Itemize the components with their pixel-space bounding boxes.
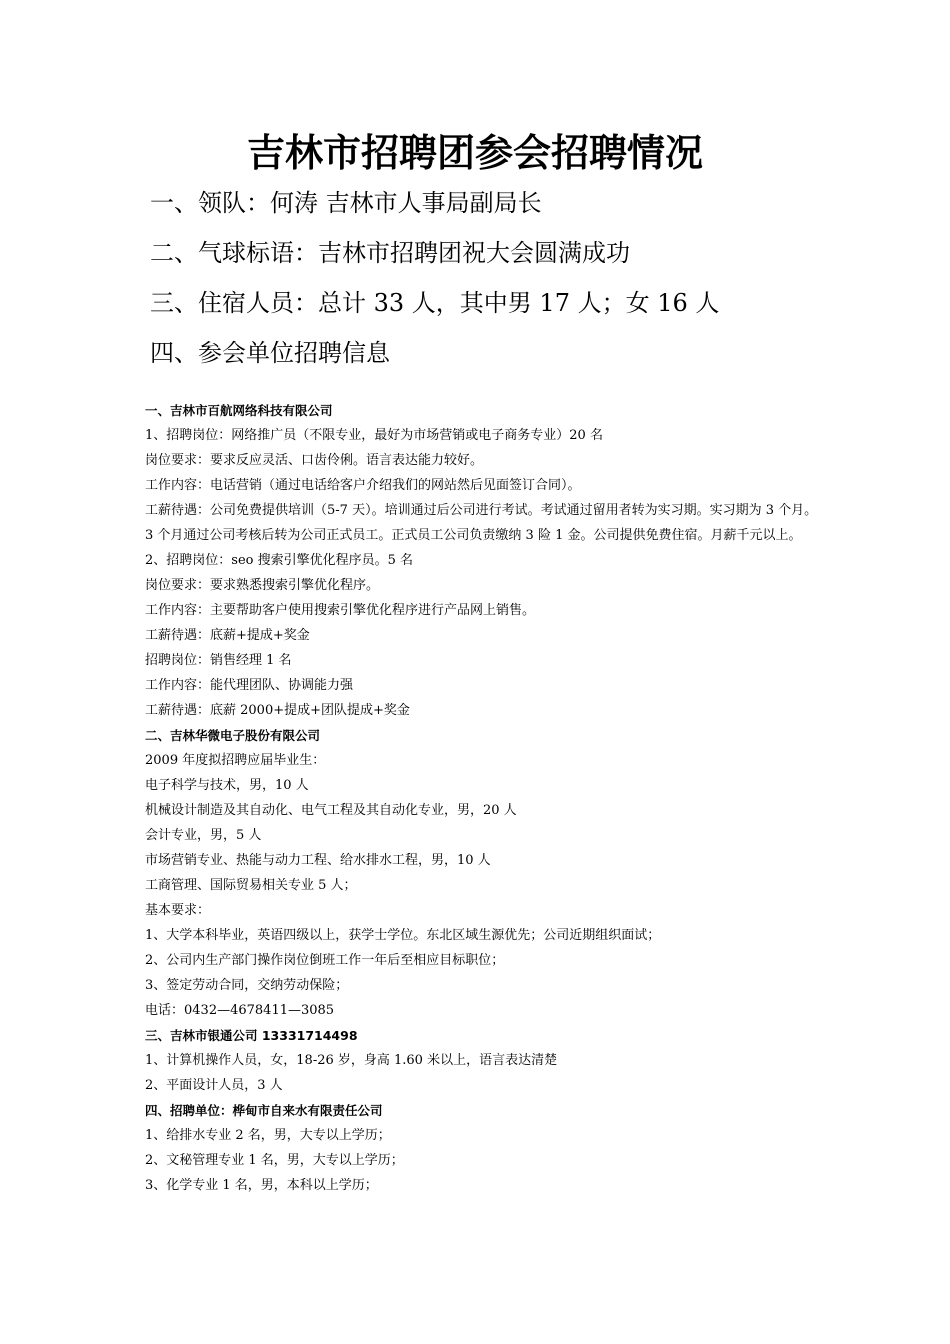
detail-line: 工薪待遇：公司免费提供培训（5-7 天）。培训通过后公司进行考试。考试通过留用者转为实习期。实习期为 3 个月。3 个月通过公司考核后转为公司正式员工。正式员工公司负责缴纳 3 险 1 金。公司提供免费住宿。月薪千元以上。 bbox=[145, 503, 818, 543]
detail-line: 工薪待遇：底薪+提成+奖金 bbox=[145, 628, 310, 643]
outline-item-slogan: 二、气球标语：吉林市招聘团祝大会圆满成功 bbox=[150, 239, 630, 267]
detail-line: 岗位要求：要求熟悉搜索引擎优化程序。 bbox=[145, 578, 380, 593]
detail-line: 工作内容：电话营销（通过电话给客户介绍我们的网站然后见面签订合同）。 bbox=[145, 478, 581, 493]
company-heading: 四、招聘单位：桦甸市自来水有限责任公司 bbox=[145, 1103, 383, 1118]
detail-line: 工薪待遇：底薪 2000+提成+团队提成+奖金 bbox=[145, 703, 410, 718]
detail-line: 电子科学与技术，男，10 人 bbox=[145, 778, 309, 793]
detail-line: 工作内容：主要帮助客户使用搜索引擎优化程序进行产品网上销售。 bbox=[145, 603, 536, 618]
document-title: 吉林市招聘团参会招聘情况 bbox=[246, 131, 703, 175]
detail-line: 1、给排水专业 2 名，男，大专以上学历； bbox=[145, 1128, 391, 1143]
detail-line: 2、公司内生产部门操作岗位倒班工作一年后至相应目标职位； bbox=[145, 953, 505, 968]
detail-line: 2009 年度拟招聘应届毕业生： bbox=[145, 753, 326, 768]
detail-line: 招聘岗位：销售经理 1 名 bbox=[145, 653, 292, 668]
detail-line: 2、招聘岗位：seo 搜索引擎优化程序员。5 名 bbox=[145, 553, 413, 568]
outline-item-leader: 一、领队：何涛 吉林市人事局副局长 bbox=[150, 189, 542, 217]
detail-line: 会计专业，男，5 人 bbox=[145, 828, 262, 843]
detail-line: 工商管理、国际贸易相关专业 5 人； bbox=[145, 878, 357, 893]
detail-line: 市场营销专业、热能与动力工程、给水排水工程，男，10 人 bbox=[145, 853, 491, 868]
detail-line: 机械设计制造及其自动化、电气工程及其自动化专业，男，20 人 bbox=[145, 803, 517, 818]
detail-line: 1、计算机操作人员，女，18-26 岁，身高 1.60 米以上，语言表达清楚 bbox=[145, 1053, 558, 1068]
outline-list bbox=[150, 178, 910, 378]
company-heading: 三、吉林市银通公司 13331714498 bbox=[145, 1028, 358, 1043]
detail-line: 1、大学本科毕业，英语四级以上，获学士学位。东北区域生源优先；公司近期组织面试； bbox=[145, 928, 661, 943]
recruitment-details bbox=[145, 398, 825, 1198]
company-heading: 一、吉林市百航网络科技有限公司 bbox=[145, 403, 333, 418]
detail-line: 2、文秘管理专业 1 名，男，大专以上学历； bbox=[145, 1153, 404, 1168]
detail-line: 2、平面设计人员，3 人 bbox=[145, 1078, 283, 1093]
detail-line: 岗位要求：要求反应灵活、口齿伶俐。语言表达能力较好。 bbox=[145, 453, 484, 468]
company-heading: 二、吉林华微电子股份有限公司 bbox=[145, 728, 321, 743]
detail-line: 电话：0432—4678411—3085 bbox=[145, 1003, 335, 1018]
detail-line: 基本要求： bbox=[145, 903, 211, 918]
detail-line: 3、化学专业 1 名，男，本科以上学历； bbox=[145, 1178, 378, 1193]
detail-line: 工作内容：能代理团队、协调能力强 bbox=[145, 678, 354, 693]
outline-item-recruit-info: 四、参会单位招聘信息 bbox=[150, 339, 390, 367]
outline-item-lodging: 三、住宿人员：总计 33 人，其中男 17 人；女 16 人 bbox=[150, 289, 720, 317]
detail-line: 1、招聘岗位：网络推广员（不限专业，最好为市场营销或电子商务专业）20 名 bbox=[145, 428, 603, 443]
detail-line: 3、签定劳动合同，交纳劳动保险； bbox=[145, 978, 349, 993]
